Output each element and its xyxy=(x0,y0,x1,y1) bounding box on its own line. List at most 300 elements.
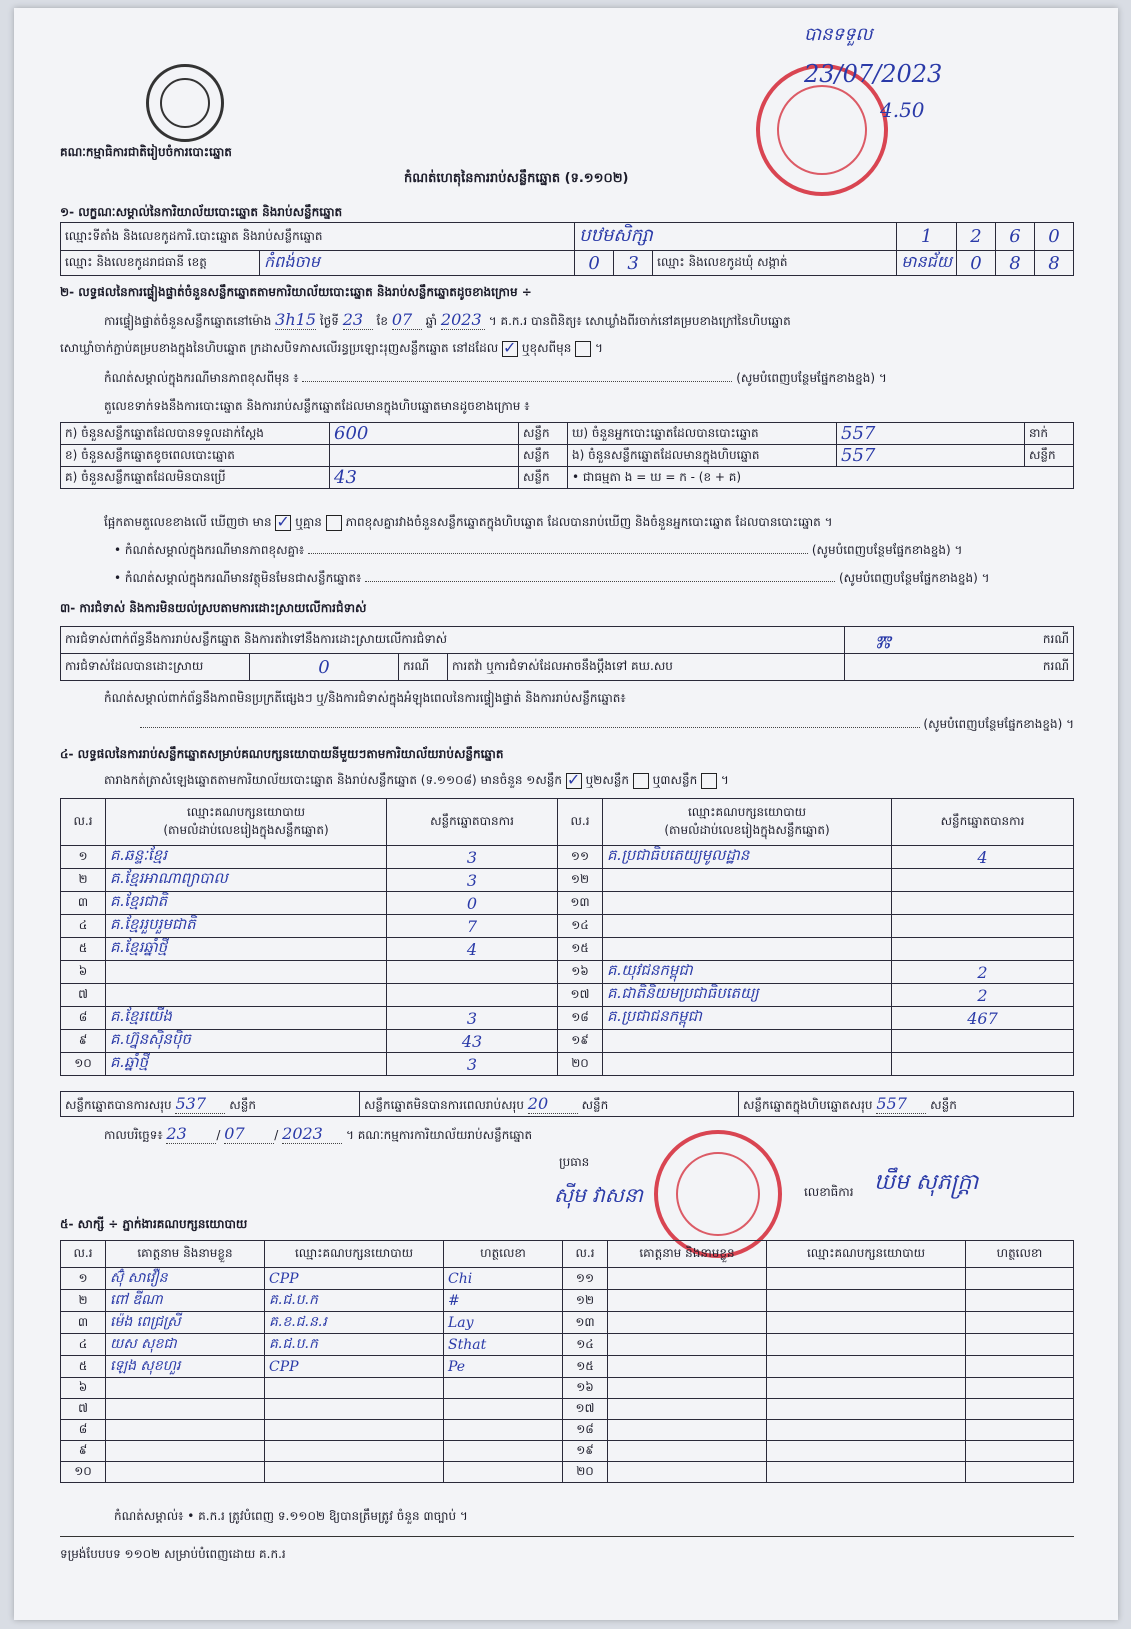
witness-sign-left[interactable] xyxy=(444,1441,563,1462)
total-valid-cell xyxy=(61,1092,360,1117)
footnote: កំណត់សម្គាល់៖ • គ.ក.រ ត្រូវបំពេញ ទ.១១០២ ឱ្យបានត្រឹមត្រូវ ចំនួន ៣ច្បាប់ ។ xyxy=(114,1509,468,1523)
counts-table xyxy=(60,422,1074,489)
commune-label: ឈ្មោះ និងលេខកូដឃុំ សង្កាត់ xyxy=(653,251,897,276)
office-value: បឋមសិក្សា xyxy=(575,223,897,251)
result-row xyxy=(61,846,1074,869)
witness-no-right: ១៣ xyxy=(563,1312,608,1334)
section3-title: ៣- ការជំទាស់ និងការមិនយល់ស្របតាមការដោះស្រាយលើការជំទាស់ xyxy=(60,601,367,615)
result-row xyxy=(61,1007,1074,1030)
section2-line1 xyxy=(104,310,1084,331)
resolved-unit: ករណី xyxy=(399,654,448,681)
witness-party-left[interactable] xyxy=(265,1462,444,1483)
section1-table xyxy=(60,222,1074,276)
witness-no-left: ៤ xyxy=(61,1334,106,1356)
section1-title: ១- លក្ខណៈសម្គាល់នៃការិយាល័យបោះឆ្នោត និងរាប់សន្លឹកឆ្នោត xyxy=(60,205,343,219)
witness-row xyxy=(61,1399,1074,1420)
count-e-value: 557 xyxy=(837,445,1025,467)
emblem-logo xyxy=(146,64,224,142)
result-row xyxy=(61,1053,1074,1076)
witness-no-right: ២០ xyxy=(563,1462,608,1483)
date-year: 2023 xyxy=(282,1124,342,1144)
col-party-right-1: ឈ្មោះគណបក្សនយោបាយ xyxy=(687,805,807,819)
appeal-label: ការតវ៉ា ឬការជំទាស់ដែលអាចនឹងប្ដឹងទៅ គឃ.សប xyxy=(448,654,845,681)
col-votes-left: សន្លឹកឆ្នោតបានការ xyxy=(387,799,558,846)
result-party-right xyxy=(603,915,892,938)
witness-party-left[interactable] xyxy=(265,1441,444,1462)
witness-name-right[interactable] xyxy=(608,1290,767,1312)
count-d-value: 557 xyxy=(837,423,1025,445)
result-votes-left: 3 xyxy=(387,869,558,892)
result-no-left: ១០ xyxy=(61,1053,106,1076)
resolved-label: ការជំទាស់ដែលបានដោះស្រាយ xyxy=(61,654,250,681)
result-no-left: ២ xyxy=(61,869,106,892)
commune-value: មានជ័យ xyxy=(897,251,957,276)
witness-name-left[interactable] xyxy=(106,1378,265,1399)
result-row xyxy=(61,892,1074,915)
witness-party-right[interactable] xyxy=(767,1462,966,1483)
witness-row xyxy=(61,1441,1074,1462)
two-sheet-checkbox[interactable] xyxy=(633,773,649,789)
col-party-left xyxy=(106,799,387,846)
province-code-1: 0 xyxy=(575,251,614,276)
w-col-sign-right: ហត្ថលេខា xyxy=(966,1241,1074,1268)
witness-name-left[interactable]: ឡេង សុខហួរ xyxy=(106,1356,265,1378)
objection-row1-label: ការជំទាស់ពាក់ព័ន្ធនឹងការរាប់សន្លឹកឆ្នោត និងការតវ៉ាទៅនឹងការដោះស្រាយលើការជំទាស់ xyxy=(61,627,845,654)
office-code-2: 2 xyxy=(957,223,996,251)
line2-b: ឬខុសពីមុន xyxy=(521,341,572,355)
intro-text: តារាងកត់ត្រាសំឡេងឆ្នោតតាមការិយាល័យបោះឆ្នោត និងរាប់សន្លឹកឆ្នោត (ទ.១១០៨) មានចំនួន ១សន្លឹក xyxy=(104,773,562,787)
witness-no-left: ៨ xyxy=(61,1420,106,1441)
secretary-signature: ឃឹម សុភក្ដ្រា xyxy=(874,1170,979,1195)
col-no-left: ល.រ xyxy=(61,799,106,846)
result-no-left: ៤ xyxy=(61,915,106,938)
count-b-label: ខ) ចំនួនសន្លឹកឆ្នោតខូចពេលបោះឆ្នោត xyxy=(61,445,330,467)
witness-sign-right[interactable] xyxy=(966,1462,1074,1483)
witness-sign-right[interactable] xyxy=(966,1441,1074,1462)
witness-no-left: ៦ xyxy=(61,1378,106,1399)
date-day: 23 xyxy=(166,1124,216,1144)
witness-row xyxy=(61,1268,1074,1290)
objection-row1-unit: ករណី xyxy=(845,627,1074,654)
intro-b: ឬ២សន្លឹក xyxy=(585,773,630,787)
section5-title: ៥- សាក្សី ÷ ភ្នាក់ងារគណបក្សនយោបាយ xyxy=(60,1217,248,1231)
result-no-left: ៩ xyxy=(61,1030,106,1053)
commune-code-2: 8 xyxy=(996,251,1035,276)
line1-d: ឆ្នាំ xyxy=(425,314,438,328)
bullet1: • កំណត់សម្គាល់ក្នុងករណីមានភាពខុសគ្នា៖ xyxy=(114,543,305,557)
result-no-right: ១៩ xyxy=(558,1030,603,1053)
w-col-sign-left: ហត្ថលេខា xyxy=(444,1241,563,1268)
note-hint: (សូមបំពេញបន្ថែមផ្នែកខាងខ្នង) ។ xyxy=(736,371,887,385)
witness-sign-left[interactable] xyxy=(444,1378,563,1399)
result-no-left: ១ xyxy=(61,846,106,869)
total-valid-unit: សន្លឹក xyxy=(229,1097,256,1112)
footer-divider xyxy=(60,1536,1074,1537)
result-row xyxy=(61,984,1074,1007)
province-value: កំពង់ចាម xyxy=(260,251,575,276)
result-party-left xyxy=(106,984,387,1007)
witness-no-left: ៥ xyxy=(61,1356,106,1378)
witness-name-right[interactable] xyxy=(608,1356,767,1378)
after1-b: ឬគ្មាន xyxy=(295,515,322,529)
w-col-party-left: ឈ្មោះគណបក្សនយោបាយ xyxy=(265,1241,444,1268)
office-code-3: 6 xyxy=(996,223,1035,251)
section2-line2: សោឃ្លាំចាក់ភ្ជាប់គម្របខាងក្នុងនៃហិបឆ្នោត ក្រដាសបិទភាសលើរន្ធប្រឡោះរុញសន្លឹកឆ្នោត នៅដដែល ✓ ឬខុសពីមុន ។ xyxy=(60,340,603,358)
result-party-left: គ.ខ្មែររួបរួមជាតិ xyxy=(106,915,387,938)
section2-line3: តួលេខទាក់ទងនឹងការបោះឆ្នោត និងការរាប់សន្លឹកឆ្នោតដែលមានក្នុងហិបឆ្នោតមានដូចខាងក្រោម ៖ xyxy=(104,399,530,413)
witness-row xyxy=(61,1334,1074,1356)
line2-text: សោឃ្លាំចាក់ភ្ជាប់គម្របខាងក្នុងនៃហិបឆ្នោត ក្រដាសបិទភាសលើរន្ធប្រឡោះរុញសន្លឹកឆ្នោត នៅដដែល xyxy=(60,341,499,355)
result-no-left: ៨ xyxy=(61,1007,106,1030)
section3-note xyxy=(104,690,1074,708)
col-party-right xyxy=(603,799,892,846)
witness-sign-left[interactable]: Sthat xyxy=(444,1334,563,1356)
section3-note-text: កំណត់សម្គាល់ពាក់ព័ន្ធនឹងភាពមិនប្រក្រតីផ្សេងៗ ឬ/និងការជំទាស់ក្នុងអំឡុងពេលនៃការផ្ទៀងផ្ទាត់ និងការរាប់សន្លឹកឆ្នោត៖ xyxy=(104,691,626,705)
receipt-label: បានទទួល xyxy=(804,24,873,45)
province-code-2: 3 xyxy=(614,251,653,276)
witness-no-right: ១៥ xyxy=(563,1356,608,1378)
result-no-right: ១៥ xyxy=(558,938,603,961)
total-box-cell xyxy=(739,1092,1074,1117)
witness-name-right[interactable] xyxy=(608,1312,767,1334)
witness-name-left[interactable]: ស៊ុំ សាវឿន xyxy=(106,1268,265,1290)
witness-name-right[interactable] xyxy=(608,1462,767,1483)
result-party-left: គ.ឆ្នាំថ្មី xyxy=(106,1053,387,1076)
result-row xyxy=(61,869,1074,892)
total-box-unit: សន្លឹក xyxy=(930,1097,957,1112)
after1-a: ផ្អែកតាមតួលេខខាងលើ ឃើញថា មាន xyxy=(104,515,272,529)
result-votes-right xyxy=(892,869,1074,892)
after1-c: ភាពខុសគ្នារវាងចំនួនសន្លឹកឆ្នោតក្នុងហិបឆ្នោត ដែលបានរាប់ឃើញ និងចំនួនអ្នកបោះឆ្នោត ដែលបានបោះឆ្នោត ។ xyxy=(345,515,833,529)
result-no-right: ១២ xyxy=(558,869,603,892)
witness-row xyxy=(61,1356,1074,1378)
three-sheet-checkbox[interactable] xyxy=(701,773,717,789)
total-valid-label: សន្លឹកឆ្នោតបានការសរុប xyxy=(65,1097,172,1112)
count-formula: • ជាធម្មតា ង = ឃ = ក - (ខ + គ) xyxy=(568,467,1074,489)
witness-sign-right[interactable] xyxy=(966,1378,1074,1399)
witness-name-right[interactable] xyxy=(608,1378,767,1399)
witness-party-right[interactable] xyxy=(767,1420,966,1441)
org-name: គណៈកម្មាធិការជាតិរៀបចំការបោះឆ្នោត xyxy=(60,145,232,159)
result-votes-right: 2 xyxy=(892,984,1074,1007)
witness-party-left[interactable]: គ.ជ.ប.ក xyxy=(265,1290,444,1312)
col-votes-right: សន្លឹកឆ្នោតបានការ xyxy=(892,799,1074,846)
witness-party-right[interactable] xyxy=(767,1334,966,1356)
witness-no-right: ១៨ xyxy=(563,1420,608,1441)
witness-name-left[interactable] xyxy=(106,1420,265,1441)
witness-sign-right[interactable] xyxy=(966,1399,1074,1420)
result-votes-right xyxy=(892,892,1074,915)
witness-party-left[interactable] xyxy=(265,1378,444,1399)
witness-party-left[interactable]: CPP xyxy=(265,1356,444,1378)
witness-sign-right[interactable] xyxy=(966,1268,1074,1290)
witness-name-left[interactable] xyxy=(106,1399,265,1420)
section3-note-line2 xyxy=(60,716,1074,734)
col-party-right-2: (តាមលំដាប់លេខរៀងក្នុងសន្លឹកឆ្នោត) xyxy=(664,823,830,837)
result-no-left: ៥ xyxy=(61,938,106,961)
commune-code-3: 8 xyxy=(1035,251,1074,276)
chair-signature: សុីម វាសនា xyxy=(554,1183,643,1207)
witness-party-right[interactable] xyxy=(767,1399,966,1420)
result-party-left: គ.ហ្វ៊ុនស៊ិនប៉ិច xyxy=(106,1030,387,1053)
witness-sign-right[interactable] xyxy=(966,1356,1074,1378)
col-no-right: ល.រ xyxy=(558,799,603,846)
witness-name-right[interactable] xyxy=(608,1268,767,1290)
witness-party-right[interactable] xyxy=(767,1268,966,1290)
difference-line xyxy=(104,514,833,532)
office-code-1: 1 xyxy=(897,223,957,251)
total-invalid-unit: សន្លឹក xyxy=(581,1097,609,1112)
total-invalid-cell xyxy=(360,1092,739,1117)
total-invalid: 20 xyxy=(528,1094,578,1114)
bullet2-line xyxy=(114,570,1074,588)
section4-title: ៤- លទ្ធផលនៃការរាប់សន្លឹកឆ្នោតសម្រាប់គណបក្សនយោបាយនីមួយៗតាមការិយាល័យរាប់សន្លឹកឆ្នោត xyxy=(60,747,504,761)
result-row xyxy=(61,1030,1074,1053)
count-a-unit: សន្លឹក xyxy=(519,423,568,445)
form-title: កំណត់ហេតុនៃការរាប់សន្លឹកឆ្នោត (ទ.១១០២) xyxy=(404,171,629,186)
result-party-right xyxy=(603,869,892,892)
office-label: ឈ្មោះទីតាំង និងលេខកូដការិ.បោះឆ្នោត និងរាប់សន្លឹកឆ្នោត xyxy=(61,223,575,251)
witness-sign-left[interactable] xyxy=(444,1420,563,1441)
result-votes-left: 43 xyxy=(387,1030,558,1053)
witness-row xyxy=(61,1290,1074,1312)
result-no-right: ២០ xyxy=(558,1053,603,1076)
witness-sign-left[interactable]: # xyxy=(444,1290,563,1312)
result-votes-left: 0 xyxy=(387,892,558,915)
result-votes-right xyxy=(892,1053,1074,1076)
appeal-unit: ករណី xyxy=(845,654,1074,681)
bullet1-hint: (សូមបំពេញបន្ថែមផ្នែកខាងខ្នង) ។ xyxy=(811,543,963,557)
witness-no-left: ១០ xyxy=(61,1462,106,1483)
total-box-label: សន្លឹកឆ្នោតក្នុងហិបឆ្នោតសរុប xyxy=(743,1097,873,1112)
w-col-name-right: គោត្តនាម និងនាមខ្លួន xyxy=(608,1241,767,1268)
date-month: 07 xyxy=(224,1124,274,1144)
w-col-no-left: ល.រ xyxy=(61,1241,106,1268)
result-votes-right: 2 xyxy=(892,961,1074,984)
result-party-right xyxy=(603,1030,892,1053)
witness-sign-right[interactable] xyxy=(966,1290,1074,1312)
result-votes-right xyxy=(892,1030,1074,1053)
result-no-right: ១១ xyxy=(558,846,603,869)
witness-row xyxy=(61,1420,1074,1441)
result-party-right: គ.ប្រជាធិបតេយ្យមូលដ្ឋាន xyxy=(603,846,892,869)
official-stamp-bottom xyxy=(654,1130,782,1258)
count-c-value: 43 xyxy=(330,467,519,489)
result-party-right xyxy=(603,1053,892,1076)
verify-day: 23 xyxy=(343,310,373,330)
witness-table xyxy=(60,1240,1074,1483)
result-party-right xyxy=(603,892,892,915)
bullet2: • កំណត់សម្គាល់ក្នុងករណីមានវត្ថុមិនមែនជាសន្លឹកឆ្នោត៖ xyxy=(114,571,362,585)
section3-hint: (សូមបំពេញបន្ថែមផ្នែកខាងខ្នង) ។ xyxy=(923,717,1074,731)
witness-party-left[interactable] xyxy=(265,1399,444,1420)
count-a-value: 600 xyxy=(330,423,519,445)
resolved-value: 0 xyxy=(250,654,399,681)
office-code-4: 0 xyxy=(1035,223,1074,251)
result-party-left: គ.ខ្មែរអាណាព្យាបាល xyxy=(106,869,387,892)
has-diff-checkbox[interactable] xyxy=(275,515,291,531)
date-line: កាលបរិច្ឆេទ៖ 23 / 07 / 2023 ។ គណៈកម្មការការិយាល័យរាប់សន្លឹកឆ្នោត xyxy=(104,1124,533,1143)
count-e-unit: សន្លឹក xyxy=(1025,445,1074,467)
count-a-label: ក) ចំនួនសន្លឹកឆ្នោតដែលបានទទួលដាក់ស្ដែង xyxy=(61,423,330,445)
result-party-left: គ.ខ្មែរយើង xyxy=(106,1007,387,1030)
commune-code-1: 0 xyxy=(957,251,996,276)
w-col-name-left: គោត្តនាម និងនាមខ្លួន xyxy=(106,1241,265,1268)
objection-signature: ⰿ xyxy=(874,632,890,657)
section2-note xyxy=(104,370,1074,388)
result-party-left: គ.ខ្មែរឆ្នាំថ្មី xyxy=(106,938,387,961)
witness-sign-left[interactable]: Lay xyxy=(444,1312,563,1334)
result-party-left: គ.ឆន្ទៈខ្មែរ xyxy=(106,846,387,869)
total-valid: 537 xyxy=(175,1094,225,1114)
result-votes-left: 3 xyxy=(387,1007,558,1030)
witness-party-left[interactable] xyxy=(265,1420,444,1441)
witness-sign-left[interactable]: Chi xyxy=(444,1268,563,1290)
witness-party-right[interactable] xyxy=(767,1378,966,1399)
secretary-label: លេខាធិការ xyxy=(804,1185,854,1199)
witness-name-left[interactable]: ម៉េង ពេជ្រស្រី xyxy=(106,1312,265,1334)
line1-a: ការផ្ទៀងផ្ទាត់ចំនួនសន្លឹកឆ្នោតនៅម៉ោង xyxy=(104,314,272,328)
result-votes-left xyxy=(387,984,558,1007)
witness-no-right: ១៩ xyxy=(563,1441,608,1462)
witness-no-right: ១៧ xyxy=(563,1399,608,1420)
result-no-right: ១៤ xyxy=(558,915,603,938)
witness-sign-left[interactable] xyxy=(444,1399,563,1420)
witness-no-right: ១៤ xyxy=(563,1334,608,1356)
count-e-label: ង) ចំនួនសន្លឹកឆ្នោតដែលមានក្នុងហិបឆ្នោត xyxy=(568,445,837,467)
witness-name-left[interactable]: ពៅ ឌីណា xyxy=(106,1290,265,1312)
witness-name-right[interactable] xyxy=(608,1399,767,1420)
result-no-right: ១៣ xyxy=(558,892,603,915)
witness-sign-right[interactable] xyxy=(966,1334,1074,1356)
w-col-no-right: ល.រ xyxy=(563,1241,608,1268)
witness-party-right[interactable] xyxy=(767,1441,966,1462)
count-d-unit: នាក់ xyxy=(1025,423,1074,445)
witness-no-left: ៧ xyxy=(61,1399,106,1420)
total-invalid-label: សន្លឹកឆ្នោតមិនបានការពេលរាប់សរុប xyxy=(364,1097,524,1112)
result-votes-left: 3 xyxy=(387,846,558,869)
witness-row xyxy=(61,1462,1074,1483)
result-row xyxy=(61,961,1074,984)
section4-intro: តារាងកត់ត្រាសំឡេងឆ្នោតតាមការិយាល័យបោះឆ្នោត និងរាប់សន្លឹកឆ្នោត (ទ.១១០៨) មានចំនួន ១សន្លឹក ✓ ឬ២សន្លឹក ឬ៣សន្លឹក ។ xyxy=(104,772,729,790)
total-box: 557 xyxy=(876,1094,926,1114)
witness-party-right[interactable] xyxy=(767,1356,966,1378)
receipt-date: 23/07/2023 xyxy=(804,60,943,88)
province-label: ឈ្មោះ និងលេខកូដរាជធានី ខេត្ត xyxy=(61,251,260,276)
witness-name-right[interactable] xyxy=(608,1420,767,1441)
form-footer: ទម្រង់បែបបទ ១១០២ សម្រាប់បំពេញដោយ គ.ក.រ xyxy=(60,1547,286,1561)
verify-year: 2023 xyxy=(441,310,485,330)
result-party-right: គ.ប្រជាជនកម្ពុជា xyxy=(603,1007,892,1030)
line1-e: ។ គ.ក.រ បានពិនិត្យ៖ សោឃ្លាំងពីរចាក់នៅគម្របខាងក្រៅនៃហិបឆ្នោត xyxy=(488,314,791,328)
witness-party-left[interactable]: CPP xyxy=(265,1268,444,1290)
witness-party-right[interactable] xyxy=(767,1290,966,1312)
receipt-time: 4.50 xyxy=(880,98,925,122)
committee-label: ។ គណៈកម្មការការិយាល័យរាប់សន្លឹកឆ្នោត xyxy=(345,1128,533,1142)
witness-party-right[interactable] xyxy=(767,1312,966,1334)
witness-name-left[interactable] xyxy=(106,1441,265,1462)
count-c-label: គ) ចំនួនសន្លឹកឆ្នោតដែលមិនបានប្រើ xyxy=(61,467,330,489)
witness-row xyxy=(61,1312,1074,1334)
count-b-value xyxy=(330,445,519,467)
witness-party-left[interactable]: គ.ជ.ប.ក xyxy=(265,1334,444,1356)
count-d-label: ឃ) ចំនួនអ្នកបោះឆ្នោតដែលបានបោះឆ្នោត xyxy=(568,423,837,445)
witness-no-left: ២ xyxy=(61,1290,106,1312)
result-votes-left xyxy=(387,961,558,984)
objections-table xyxy=(60,626,1074,681)
results-table xyxy=(60,798,1074,1076)
intro-c: ឬ៣សន្លឹក xyxy=(652,773,698,787)
result-votes-left: 4 xyxy=(387,938,558,961)
bullet2-hint: (សូមបំពេញបន្ថែមផ្នែកខាងខ្នង) ។ xyxy=(838,571,990,585)
result-votes-right xyxy=(892,938,1074,961)
bullet1-line xyxy=(114,542,1074,560)
witness-no-right: ១១ xyxy=(563,1268,608,1290)
one-sheet-checkbox[interactable] xyxy=(566,773,582,789)
section2-title: ២- លទ្ធផលនៃការផ្ទៀងផ្ទាត់ចំនួនសន្លឹកឆ្នោតតាមការិយាល័យបោះឆ្នោត និងរាប់សន្លឹកឆ្នោតដូចខាងក្រោម ÷ xyxy=(60,285,532,299)
chair-label: ប្រធាន xyxy=(559,1155,590,1169)
result-party-right xyxy=(603,938,892,961)
result-row xyxy=(61,915,1074,938)
result-votes-right: 4 xyxy=(892,846,1074,869)
same-checkbox[interactable] xyxy=(502,341,518,357)
verify-time: 3h15 xyxy=(275,310,317,329)
line1-b: ថ្ងៃទី xyxy=(319,314,339,328)
result-votes-left: 7 xyxy=(387,915,558,938)
count-b-unit: សន្លឹក xyxy=(519,445,568,467)
witness-no-left: ៣ xyxy=(61,1312,106,1334)
result-no-right: ១៧ xyxy=(558,984,603,1007)
result-no-left: ៣ xyxy=(61,892,106,915)
changed-checkbox[interactable] xyxy=(575,341,591,357)
witness-no-left: ៩ xyxy=(61,1441,106,1462)
no-diff-checkbox[interactable] xyxy=(326,515,342,531)
witness-no-left: ១ xyxy=(61,1268,106,1290)
witness-sign-left[interactable] xyxy=(444,1462,563,1483)
form-paper xyxy=(14,8,1118,1620)
result-votes-left: 3 xyxy=(387,1053,558,1076)
result-no-right: ១៦ xyxy=(558,961,603,984)
w-col-party-right: ឈ្មោះគណបក្សនយោបាយ xyxy=(767,1241,966,1268)
witness-no-right: ១២ xyxy=(563,1290,608,1312)
witness-party-left[interactable]: គ.ខ.ជ.ន.រ xyxy=(265,1312,444,1334)
result-no-left: ៦ xyxy=(61,961,106,984)
result-party-right: គ.យុវជនកម្ពុជា xyxy=(603,961,892,984)
witness-name-right[interactable] xyxy=(608,1441,767,1462)
witness-row xyxy=(61,1378,1074,1399)
witness-name-right[interactable] xyxy=(608,1334,767,1356)
result-party-right: គ.ជាតិនិយមប្រជាធិបតេយ្យ xyxy=(603,984,892,1007)
totals-table xyxy=(60,1091,1074,1117)
result-party-left: គ.ខ្មែរជាតិ xyxy=(106,892,387,915)
verify-month: 07 xyxy=(392,310,422,330)
witness-sign-left[interactable]: Pe xyxy=(444,1356,563,1378)
witness-sign-right[interactable] xyxy=(966,1420,1074,1441)
result-votes-right: 467 xyxy=(892,1007,1074,1030)
result-row xyxy=(61,938,1074,961)
col-party-left-2: (តាមលំដាប់លេខរៀងក្នុងសន្លឹកឆ្នោត) xyxy=(163,823,329,837)
col-party-left-1: ឈ្មោះគណបក្សនយោបាយ xyxy=(186,805,306,819)
result-votes-right xyxy=(892,915,1074,938)
witness-name-left[interactable]: យស សុខជា xyxy=(106,1334,265,1356)
result-no-right: ១៨ xyxy=(558,1007,603,1030)
witness-sign-right[interactable] xyxy=(966,1312,1074,1334)
count-c-unit: សន្លឹក xyxy=(519,467,568,489)
witness-name-left[interactable] xyxy=(106,1462,265,1483)
result-party-left xyxy=(106,961,387,984)
result-no-left: ៧ xyxy=(61,984,106,1007)
note-label: កំណត់សម្គាល់ក្នុងករណីមានភាពខុសពីមុន ៖ xyxy=(104,371,299,385)
